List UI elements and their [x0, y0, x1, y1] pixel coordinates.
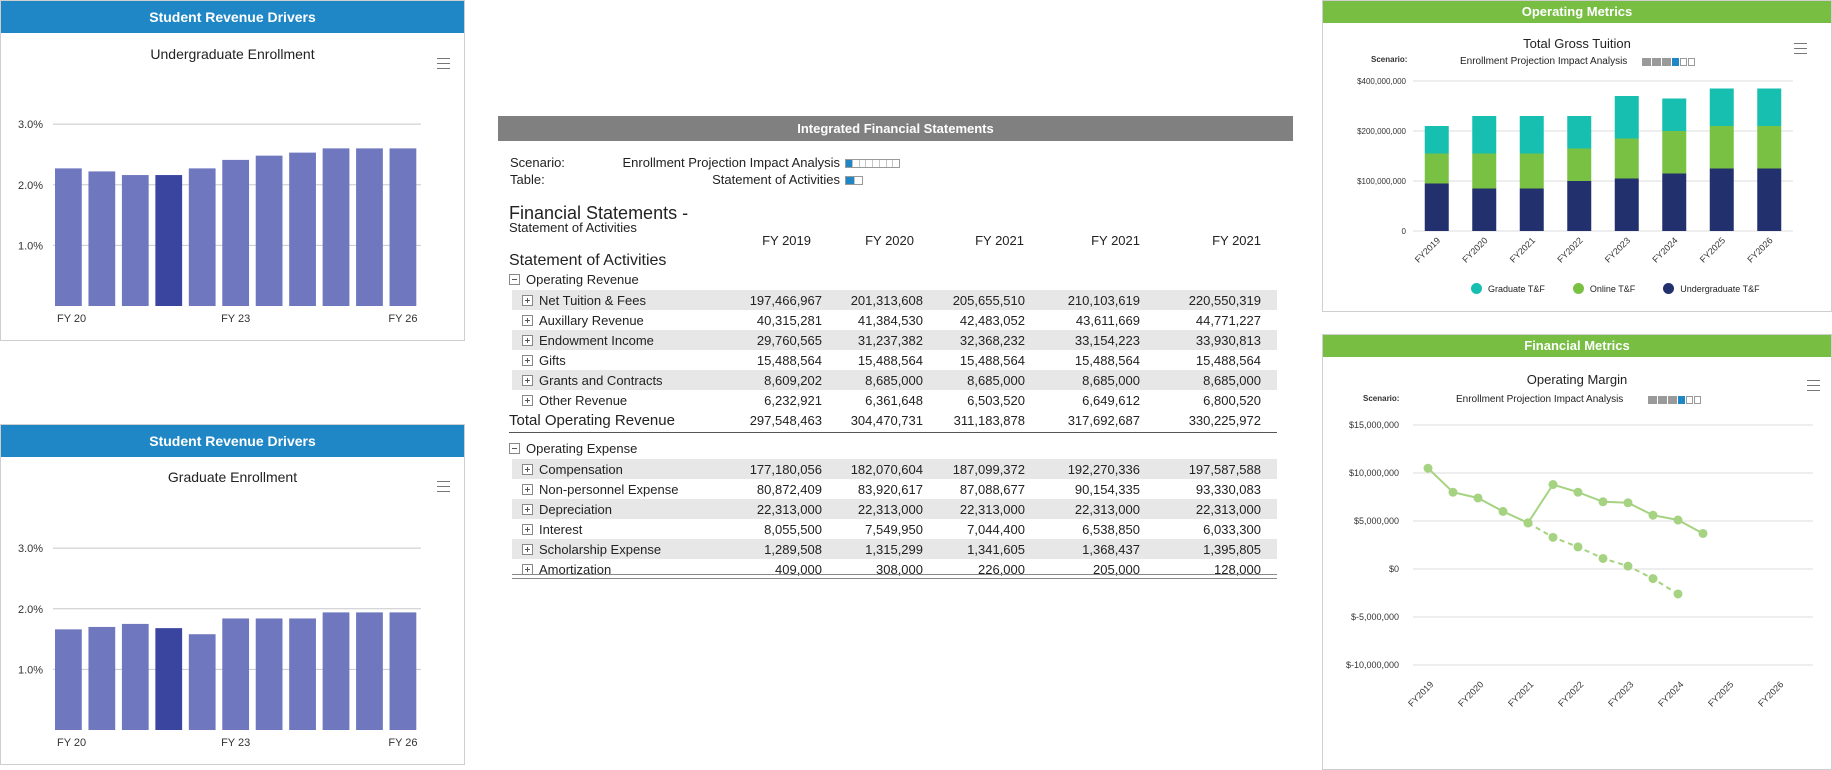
bar-segment [1520, 116, 1544, 154]
cell-value: 6,538,850 [1082, 522, 1140, 537]
row-label-text: Gifts [539, 353, 566, 368]
cell-value: 22,313,000 [756, 502, 822, 517]
bar [390, 612, 417, 730]
row-label-text: Amortization [539, 562, 612, 577]
cell-value: 22,313,000 [959, 502, 1025, 517]
table-row[interactable] [512, 390, 1277, 410]
bar-segment [1520, 154, 1544, 189]
x-tick-label: FY2022 [1556, 679, 1586, 709]
data-point [1449, 488, 1458, 497]
panel-header: Student Revenue Drivers [1, 425, 464, 457]
row-label [522, 393, 627, 408]
row-label [522, 542, 661, 557]
row-label-text: Endowment Income [539, 333, 654, 348]
y-tick-label: $5,000,000 [1353, 516, 1399, 526]
table-row[interactable] [512, 370, 1277, 390]
data-point [1424, 464, 1433, 473]
cell-value: 308,000 [876, 562, 923, 577]
bar-segment [1615, 179, 1639, 232]
data-point [1499, 507, 1508, 516]
row-label [522, 293, 646, 308]
column-header: FY 2019 [762, 233, 811, 248]
cell-value: 15,488,564 [1074, 353, 1140, 368]
data-point [1649, 574, 1658, 583]
legend-label: Undergraduate T&F [1680, 283, 1760, 294]
row-label: Total Operating Revenue [509, 412, 675, 429]
cell-value: 197,466,967 [749, 293, 822, 308]
cell-value: 87,088,677 [959, 482, 1025, 497]
y-tick-label: $10,000,000 [1348, 468, 1399, 478]
bar [155, 628, 182, 730]
chart-title: Operating Margin [1526, 372, 1628, 387]
scenario-selector[interactable] [1648, 396, 1701, 404]
data-point [1599, 554, 1608, 563]
x-tick-label: FY 26 [388, 313, 418, 325]
bar-segment [1567, 181, 1591, 231]
hamburger-menu-icon[interactable] [1807, 380, 1820, 391]
table-label: Table: [510, 172, 545, 187]
bar [323, 612, 350, 730]
cell-value: 409,000 [775, 562, 822, 577]
scenario-label: Scenario: [1363, 394, 1400, 403]
row-label-text: Grants and Contracts [539, 373, 663, 388]
panel-header: Operating Metrics [1323, 1, 1831, 23]
y-tick-label: 3.0% [18, 543, 44, 556]
bar-segment [1710, 169, 1734, 232]
bar [289, 618, 316, 730]
total-operating-revenue-row [509, 411, 1277, 433]
data-point [1599, 497, 1608, 506]
cell-value: 43,611,669 [1075, 313, 1140, 328]
data-point [1624, 498, 1633, 507]
cell-value: 1,395,805 [1203, 542, 1261, 557]
table-row[interactable] [512, 290, 1277, 310]
cell-value: 210,103,619 [1067, 293, 1140, 308]
row-label-text: Scholarship Expense [539, 542, 662, 557]
cell-value: 297,548,463 [749, 413, 822, 428]
bar [256, 618, 283, 730]
scenario-label: Scenario: [510, 155, 565, 170]
data-point [1674, 516, 1683, 525]
row-label-text: Auxillary Revenue [539, 313, 644, 328]
data-point [1699, 529, 1708, 538]
cell-value: 8,609,202 [764, 373, 822, 388]
row-label [522, 522, 582, 537]
x-tick-label: FY2025 [1706, 679, 1736, 709]
data-point [1674, 589, 1683, 598]
collapse-icon[interactable] [509, 443, 520, 454]
cell-value: 22,313,000 [1195, 502, 1261, 517]
y-tick-label: $100,000,000 [1357, 177, 1406, 186]
cell-value: 33,930,813 [1195, 333, 1261, 348]
cell-value: 205,655,510 [952, 293, 1025, 308]
expand-icon[interactable] [522, 484, 533, 495]
expand-icon[interactable] [522, 544, 533, 555]
cell-value: 83,920,617 [857, 482, 923, 497]
cell-value: 1,315,299 [865, 542, 923, 557]
grad-enrollment-chart [1, 461, 464, 761]
cell-value: 6,800,520 [1203, 393, 1261, 408]
scenario-selector[interactable] [845, 159, 900, 168]
legend-swatch-icon [1573, 283, 1584, 294]
legend-swatch-icon [1663, 283, 1674, 294]
legend-item[interactable] [1471, 283, 1545, 294]
table-row[interactable] [512, 479, 1277, 499]
cell-value: 1,341,605 [967, 542, 1025, 557]
expand-icon[interactable] [522, 295, 533, 306]
column-header: FY 2021 [1212, 233, 1261, 248]
row-label [522, 502, 612, 517]
row-label-text: Depreciation [539, 502, 612, 517]
row-label-text: Net Tuition & Fees [539, 293, 646, 308]
financial-metrics-panel [1322, 334, 1832, 770]
cell-value: 44,771,227 [1195, 313, 1261, 328]
y-tick-label: 1.0% [18, 240, 44, 253]
cell-value: 187,099,372 [952, 462, 1025, 477]
x-tick-label: FY2024 [1656, 679, 1686, 709]
y-tick-label: 3.0% [18, 119, 44, 132]
statements-title: Financial Statements - [509, 203, 689, 223]
bar [88, 627, 115, 730]
row-label [522, 353, 566, 368]
cell-value: 330,225,972 [1188, 413, 1261, 428]
expand-icon[interactable] [522, 504, 533, 515]
bar [122, 175, 149, 306]
expand-icon[interactable] [522, 464, 533, 475]
y-tick-label: $-10,000,000 [1345, 660, 1399, 670]
bar-segment [1425, 184, 1449, 232]
cell-value: 29,760,565 [756, 333, 822, 348]
cell-value: 226,000 [978, 562, 1025, 577]
cell-value: 177,180,056 [749, 462, 822, 477]
bar [390, 148, 417, 306]
bar-segment [1662, 131, 1686, 174]
bar [189, 168, 216, 306]
statements-subtitle: Statement of Activities [509, 220, 637, 235]
cell-value: 22,313,000 [857, 502, 923, 517]
legend-swatch-icon [1471, 283, 1482, 294]
bar-segment [1757, 126, 1781, 169]
cell-value: 8,685,000 [1082, 373, 1140, 388]
cell-value: 1,289,508 [764, 542, 822, 557]
chart-subtitle: Enrollment Projection Impact Analysis [1460, 56, 1628, 67]
chart-subtitle: Enrollment Projection Impact Analysis [1456, 394, 1624, 405]
x-tick-label: FY2022 [1555, 235, 1585, 265]
data-point [1474, 493, 1483, 502]
cell-value: 220,550,319 [1188, 293, 1261, 308]
bar [222, 618, 249, 730]
x-tick-label: FY2020 [1460, 235, 1490, 265]
cell-value: 317,692,687 [1067, 413, 1140, 428]
bar [356, 148, 383, 306]
bar-segment [1472, 116, 1496, 154]
data-point [1549, 480, 1558, 489]
y-tick-label: 2.0% [18, 179, 44, 192]
cell-value: 6,232,921 [764, 393, 822, 408]
cell-value: 32,368,232 [959, 333, 1025, 348]
bar [55, 629, 82, 730]
expand-icon[interactable] [522, 524, 533, 535]
undergrad-enrollment-chart [1, 37, 464, 337]
cell-value: 8,055,500 [764, 522, 822, 537]
y-tick-label: $0 [1388, 564, 1399, 574]
cell-value: 7,044,400 [967, 522, 1025, 537]
table-row[interactable] [512, 310, 1277, 330]
row-label-text: Other Revenue [539, 393, 628, 408]
total-gross-tuition-chart [1323, 61, 1831, 291]
bar [55, 168, 82, 306]
cell-value: 1,368,437 [1082, 542, 1140, 557]
operating-expense-group[interactable] [509, 441, 637, 456]
cell-value: 8,685,000 [1203, 373, 1261, 388]
x-tick-label: FY 20 [57, 737, 87, 749]
data-point [1574, 488, 1583, 497]
bar-segment [1662, 174, 1686, 232]
bar-segment [1472, 189, 1496, 232]
x-tick-label: FY2019 [1406, 679, 1436, 709]
cell-value: 8,685,000 [865, 373, 923, 388]
scenario-label: Scenario: [1371, 55, 1408, 64]
x-tick-label: FY 23 [221, 737, 251, 749]
cell-value: 7,549,950 [865, 522, 923, 537]
column-header: FY 2020 [865, 233, 914, 248]
bar [155, 175, 182, 306]
x-tick-label: FY2026 [1745, 235, 1775, 265]
cell-value: 22,313,000 [1074, 502, 1140, 517]
cell-value: 15,488,564 [857, 353, 923, 368]
group-label: Operating Expense [526, 441, 638, 456]
legend-label: Online T&F [1589, 283, 1636, 294]
x-tick-label: FY2025 [1697, 235, 1728, 265]
table-value: Statement of Activities [712, 172, 840, 187]
legend-label: Graduate T&F [1488, 283, 1545, 294]
scenario-value: Enrollment Projection Impact Analysis [622, 155, 840, 170]
bar-segment [1710, 89, 1734, 127]
operating-revenue-group[interactable] [509, 272, 639, 287]
x-tick-label: FY2021 [1507, 235, 1538, 265]
cell-value: 8,685,000 [967, 373, 1025, 388]
bar-segment [1425, 154, 1449, 184]
x-tick-label: FY2023 [1602, 235, 1633, 265]
chart-title: Total Gross Tuition [1523, 36, 1631, 51]
data-point [1574, 542, 1583, 551]
cell-value: 6,033,300 [1203, 522, 1261, 537]
bar-segment [1567, 116, 1591, 149]
bar-segment [1710, 126, 1734, 169]
bar-segment [1567, 149, 1591, 182]
table-row[interactable] [512, 519, 1277, 539]
x-tick-label: FY2026 [1756, 679, 1786, 709]
x-tick-label: FY 20 [57, 313, 87, 325]
cell-value: 31,237,382 [857, 333, 923, 348]
data-point [1549, 533, 1558, 542]
series-line [1428, 468, 1703, 533]
column-header: FY 2021 [1091, 233, 1140, 248]
bar [289, 153, 316, 306]
row-label [522, 373, 663, 388]
x-tick-label: FY2020 [1456, 679, 1486, 709]
cell-value: 6,361,648 [865, 393, 923, 408]
cell-value: 192,270,336 [1067, 462, 1140, 477]
cell-value: 197,587,588 [1188, 462, 1261, 477]
financial-statements-header: Integrated Financial Statements [498, 116, 1293, 141]
bar [323, 148, 350, 306]
row-label-text: Interest [539, 522, 583, 537]
table-row[interactable] [512, 350, 1277, 370]
bar-segment [1757, 169, 1781, 232]
cell-value: 33,154,223 [1074, 333, 1140, 348]
cell-value: 15,488,564 [1195, 353, 1261, 368]
expand-icon[interactable] [522, 315, 533, 326]
bar [122, 624, 149, 730]
data-point [1624, 562, 1633, 571]
column-header: FY 2021 [975, 233, 1024, 248]
undergrad-enrollment-panel [0, 0, 465, 341]
section-title: Statement of Activities [509, 252, 667, 269]
bar [256, 156, 283, 306]
operating-metrics-panel [1322, 0, 1832, 312]
x-tick-label: FY 23 [221, 313, 251, 325]
row-label [522, 313, 644, 328]
table-selector[interactable] [845, 176, 863, 185]
x-tick-label: FY2019 [1412, 235, 1443, 265]
y-tick-label: 2.0% [18, 603, 44, 616]
row-label [522, 333, 654, 348]
bar [222, 160, 249, 306]
y-tick-label: $-5,000,000 [1350, 612, 1399, 622]
row-label [522, 462, 623, 477]
hamburger-menu-icon[interactable] [1794, 43, 1807, 54]
bar [88, 171, 115, 306]
table-row[interactable] [512, 330, 1277, 350]
bar [189, 634, 216, 730]
cell-value: 41,384,530 [857, 313, 923, 328]
operating-margin-chart [1323, 405, 1831, 765]
expand-icon[interactable] [522, 355, 533, 366]
row-label-text: Compensation [539, 462, 623, 477]
cell-value: 42,483,052 [959, 313, 1025, 328]
x-tick-label: FY2021 [1506, 679, 1536, 709]
panel-header: Financial Metrics [1323, 335, 1831, 357]
bar-segment [1425, 126, 1449, 154]
y-tick-label: $15,000,000 [1348, 420, 1399, 430]
data-point [1649, 511, 1658, 520]
cell-value: 201,313,608 [850, 293, 923, 308]
x-tick-label: FY2024 [1650, 235, 1680, 265]
cell-value: 15,488,564 [959, 353, 1025, 368]
cell-value: 6,649,612 [1082, 393, 1140, 408]
bar-segment [1520, 189, 1544, 232]
bar-segment [1757, 89, 1781, 127]
cell-value: 205,000 [1093, 562, 1140, 577]
grad-enrollment-panel [0, 424, 465, 765]
table-row[interactable] [512, 499, 1277, 519]
bar-segment [1472, 154, 1496, 189]
table-row[interactable] [512, 539, 1277, 559]
cell-value: 40,315,281 [756, 313, 822, 328]
legend-item[interactable] [1573, 283, 1635, 294]
expand-icon[interactable] [522, 375, 533, 386]
y-tick-label: $200,000,000 [1357, 127, 1406, 136]
group-label: Operating Revenue [526, 272, 639, 287]
cell-value: 182,070,604 [850, 462, 923, 477]
table-end-rule [512, 574, 1277, 579]
cell-value: 311,183,878 [953, 413, 1025, 428]
collapse-icon[interactable] [509, 274, 520, 285]
y-tick-label: $400,000,000 [1357, 77, 1406, 86]
cell-value: 304,470,731 [850, 413, 923, 428]
table-row[interactable] [512, 459, 1277, 479]
row-label [522, 482, 678, 497]
expand-icon[interactable] [522, 335, 533, 346]
bar [356, 612, 383, 730]
chart-title: Graduate Enrollment [167, 469, 298, 485]
cell-value: 90,154,335 [1074, 482, 1140, 497]
chart-legend [1471, 283, 1760, 294]
cell-value: 6,503,520 [967, 393, 1025, 408]
row-label-text: Non-personnel Expense [539, 482, 679, 497]
chart-title: Undergraduate Enrollment [150, 46, 315, 62]
cell-value: 15,488,564 [756, 353, 822, 368]
x-tick-label: FY 26 [388, 737, 418, 749]
data-point [1524, 518, 1533, 527]
bar-segment [1662, 99, 1686, 132]
x-tick-label: FY2023 [1606, 679, 1636, 709]
y-tick-label: 0 [1401, 227, 1406, 236]
cell-value: 128,000 [1214, 562, 1261, 577]
bar-segment [1615, 96, 1639, 139]
expand-icon[interactable] [522, 395, 533, 406]
bar-segment [1615, 139, 1639, 179]
panel-header: Student Revenue Drivers [1, 1, 464, 33]
legend-item[interactable] [1663, 283, 1759, 294]
cell-value: 80,872,409 [756, 482, 822, 497]
y-tick-label: 1.0% [18, 664, 44, 677]
cell-value: 93,330,083 [1195, 482, 1261, 497]
